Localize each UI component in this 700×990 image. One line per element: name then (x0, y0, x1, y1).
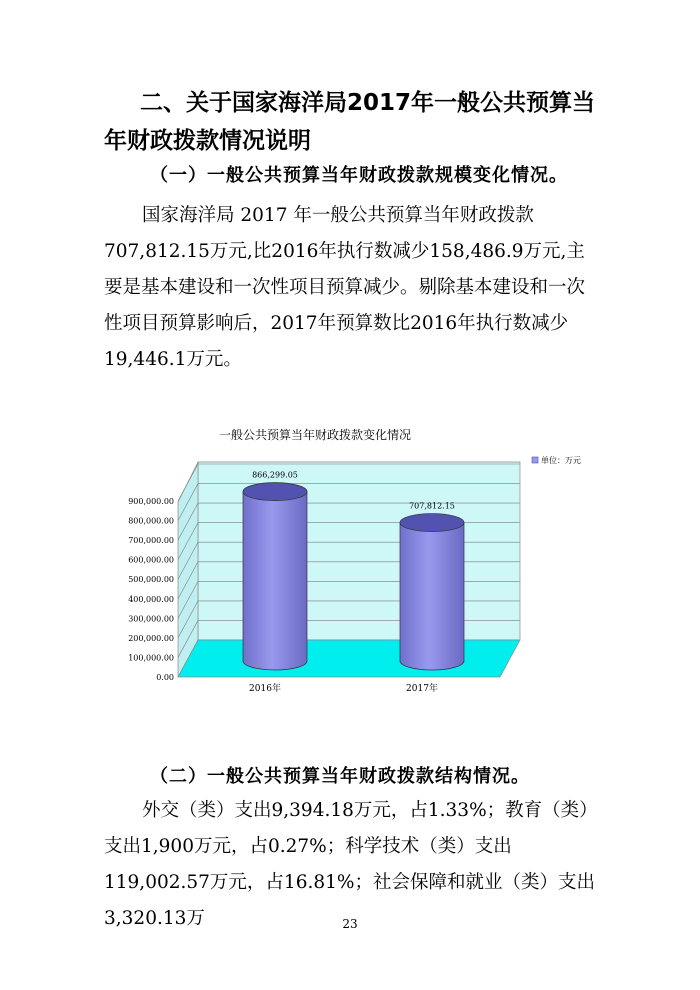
y-tick-label: 600,000.00 (128, 555, 174, 565)
y-tick-label: 400,000.00 (128, 594, 174, 604)
bar-2016年 (243, 471, 307, 670)
legend-swatch (532, 457, 538, 463)
paragraph-structure: 外交（类）支出9,394.18万元，占1.33%；教育（类）支出1,900万元，占0.27%；科学技术（类）支出119,002.57万元，占16.81%；社会保障和就业（类）支出3,320.13万 (104, 800, 598, 929)
legend-label: 单位：万元 (541, 456, 581, 465)
appropriation-change-chart (128, 415, 610, 705)
chart-title: 一般公共预算当年财政拨款变化情况 (218, 428, 412, 442)
bar-top (400, 514, 464, 532)
y-tick-label: 0.00 (156, 673, 174, 682)
bar-value-label: 866,299.05 (252, 470, 298, 480)
chart-left-wall (178, 462, 198, 677)
y-tick-label: 500,000.00 (128, 575, 174, 585)
subheading-structure: （二）一般公共预算当年财政拨款结构情况。 (150, 766, 530, 787)
y-tick-label: 200,000.00 (128, 633, 174, 643)
bar-body (243, 492, 307, 670)
bar-top (243, 483, 307, 501)
subheading-scale-change: （一）一般公共预算当年财政拨款规模变化情况。 (150, 165, 568, 186)
x-tick-label: 2017年 (406, 684, 438, 694)
y-tick-label: 100,000.00 (128, 653, 174, 663)
y-tick-label: 800,000.00 (128, 516, 174, 526)
bar-value-label: 707,812.15 (409, 501, 455, 511)
chart-floor (178, 640, 520, 677)
bar-2017年 (400, 502, 464, 670)
x-tick-label: 2016年 (249, 684, 281, 694)
y-tick-label: 900,000.00 (128, 497, 174, 506)
section-heading: 二、关于国家海洋局2017年一般公共预算当年财政拨款情况说明 (104, 90, 596, 154)
paragraph-scale-change: 国家海洋局 2017 年一般公共预算当年财政拨款707,812.15万元,比2016年执行数减少158,486.9万元,主要是基本建设和一次性项目预算减少。剔除基本建设和一次性项目预算影响后，2017年预算数比2016年执行数减少19,446.1万元。 (104, 205, 586, 370)
bar-body (400, 523, 464, 670)
y-tick-label: 300,000.00 (128, 614, 174, 624)
y-tick-label: 700,000.00 (128, 536, 174, 546)
page-number: 23 (342, 917, 358, 931)
